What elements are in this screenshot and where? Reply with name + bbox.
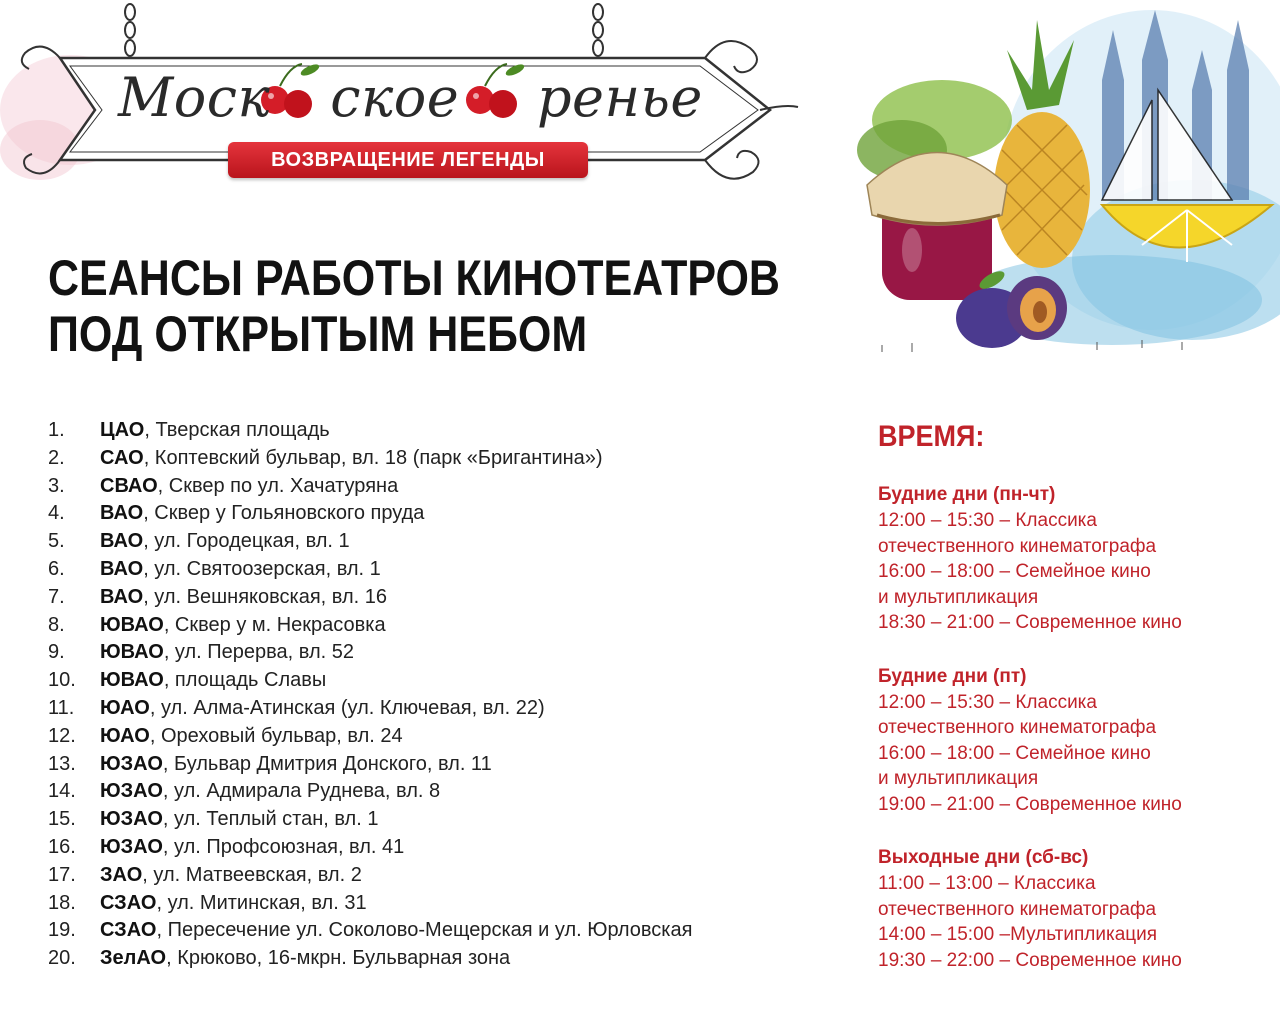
list-item xyxy=(48,416,838,444)
schedule-line: 11:00 – 13:00 – Классика xyxy=(878,873,1096,894)
logo-sign xyxy=(0,0,820,210)
schedule-line: 16:00 – 18:00 – Семейное кино xyxy=(878,742,1151,764)
schedule-line: отечественного кинематографа xyxy=(878,717,1157,738)
list-item-district: ЗАО xyxy=(100,863,143,886)
list-item-address: , ул. Городецкая, вл. 1 xyxy=(143,530,350,553)
list-item-number: 13. xyxy=(48,752,76,775)
schedule-line: отечественного кинематографа xyxy=(878,898,1157,920)
page-title xyxy=(48,250,780,362)
schedule-line: 12:00 – 15:30 – Классика xyxy=(878,510,1097,531)
list-item-address: , Тверская площадь xyxy=(144,419,330,441)
list-item-district: ЮАО xyxy=(100,724,150,747)
schedule-group xyxy=(878,845,1270,973)
list-item-number: 16. xyxy=(48,835,76,858)
list-item-number: 15. xyxy=(48,808,76,831)
schedule-line: 19:00 – 21:00 – Современное кино xyxy=(878,793,1182,815)
watercolor-illustration xyxy=(852,0,1280,370)
page-title-line-2: ПОД ОТКРЫТЫМ НЕБОМ xyxy=(48,306,588,362)
list-item-address: , ул. Митинская, вл. 31 xyxy=(156,891,367,914)
list-item-number: 8. xyxy=(48,613,65,636)
list-item-address: , Коптевский бульвар, вл. 18 (парк «Бригантина») xyxy=(143,446,603,469)
list-item-number: 19. xyxy=(48,919,76,942)
schedule-group-title: Будние дни (пт) xyxy=(878,665,1027,687)
list-item-address: , Бульвар Дмитрия Донского, вл. 11 xyxy=(162,752,492,775)
list-item xyxy=(48,722,838,750)
list-item-district: СЗАО xyxy=(100,919,157,942)
list-item-district: ВАО xyxy=(100,557,144,580)
page-title-line-1: СЕАНСЫ РАБОТЫ КИНОТЕАТРОВ xyxy=(48,250,780,306)
list-item-district: ЮВАО xyxy=(100,669,164,692)
list-item-number: 3. xyxy=(48,474,65,497)
list-item xyxy=(48,555,838,583)
list-item-number: 6. xyxy=(48,557,65,580)
schedule-group xyxy=(878,482,1270,636)
schedule-line: 16:00 – 18:00 – Семейное кино xyxy=(878,561,1151,582)
schedule-line: 18:30 – 21:00 – Современное кино xyxy=(878,612,1182,633)
schedule-group xyxy=(878,664,1270,818)
logo-wordmark xyxy=(118,66,703,129)
list-item-address: , ул. Алма-Атинская (ул. Ключевая, вл. 22) xyxy=(149,696,545,719)
list-item-address: , ул. Перерва, вл. 52 xyxy=(163,641,354,664)
list-item xyxy=(48,833,838,861)
list-item xyxy=(48,889,838,917)
list-item-address: , ул. Профсоюзная, вл. 41 xyxy=(162,835,405,858)
list-item-address: , Крюково, 16-мкрн. Бульварная зона xyxy=(166,947,511,970)
list-item-district: ЦАО xyxy=(100,419,145,441)
list-item-number: 1. xyxy=(48,419,65,441)
list-item-district: ЮАО xyxy=(100,696,150,719)
list-item-number: 2. xyxy=(48,446,65,469)
schedule-line: 12:00 – 15:30 – Классика xyxy=(878,691,1097,713)
list-item-number: 9. xyxy=(48,641,65,664)
list-item-address: , Сквер по ул. Хачатуряна xyxy=(157,474,399,497)
list-item-district: САО xyxy=(100,446,144,469)
logo-ribbon: ВОЗВРАЩЕНИЕ ЛЕГЕНДЫ xyxy=(228,142,588,178)
schedule-groups xyxy=(878,482,1270,973)
list-item xyxy=(48,916,838,944)
schedule-line: 19:30 – 22:00 – Современное кино xyxy=(878,949,1182,971)
list-item xyxy=(48,777,838,805)
list-item-number: 17. xyxy=(48,863,76,886)
logo-part-3: ренье xyxy=(536,66,703,129)
schedule-group-title: Выходные дни (сб-вс) xyxy=(878,847,1089,868)
list-item-address: , Сквер у Гольяновского пруда xyxy=(143,502,425,525)
list-item-district: ВАО xyxy=(100,585,144,608)
list-item-district: ЮЗАО xyxy=(100,752,163,775)
list-item xyxy=(48,944,838,972)
logo-part-2: ское xyxy=(330,66,460,129)
list-item-number: 11. xyxy=(48,696,75,719)
list-item-district: ЮЗАО xyxy=(100,780,163,803)
locations-list xyxy=(48,416,838,972)
list-item-address: , ул. Святоозерская, вл. 1 xyxy=(143,557,381,580)
list-item-district: ВАО xyxy=(100,530,144,553)
list-item-number: 7. xyxy=(48,585,65,608)
list-item-address: , Ореховый бульвар, вл. 24 xyxy=(149,724,403,747)
list-item xyxy=(48,527,838,555)
list-item xyxy=(48,694,838,722)
list-item-district: ВАО xyxy=(100,502,144,525)
list-item-district: ЮЗАО xyxy=(100,808,163,831)
list-item-address: , ул. Теплый стан, вл. 1 xyxy=(162,808,379,831)
list-item-address: , ул. Вешняковская, вл. 16 xyxy=(143,585,387,608)
list-item-number: 20. xyxy=(48,947,76,970)
list-item xyxy=(48,666,838,694)
list-item-number: 4. xyxy=(48,502,65,525)
schedule-heading: ВРЕМЯ: xyxy=(878,420,985,453)
schedule-line: и мультипликация xyxy=(878,586,1039,608)
schedule-line: отечественного кинематографа xyxy=(878,535,1157,557)
list-item xyxy=(48,638,838,666)
logo-part-1: Моск xyxy=(118,66,271,129)
list-item-district: ЮВАО xyxy=(100,641,164,664)
list-item-address: , Сквер у м. Некрасовка xyxy=(163,613,386,636)
list-item xyxy=(48,611,838,639)
list-item-number: 14. xyxy=(48,780,76,803)
list-item-district: СВАО xyxy=(100,474,158,497)
schedule-line: и мультипликация xyxy=(878,768,1039,789)
list-item-district: ЮЗАО xyxy=(100,835,163,858)
list-item xyxy=(48,750,838,778)
list-item-address: , ул. Матвеевская, вл. 2 xyxy=(142,863,362,886)
list-item xyxy=(48,583,838,611)
list-item-address: , ул. Адмирала Руднева, вл. 8 xyxy=(162,780,441,803)
list-item-district: ЗелАО xyxy=(100,947,167,970)
list-item xyxy=(48,472,838,500)
list-item-number: 10. xyxy=(48,669,76,692)
schedule-group-title: Будние дни (пн-чт) xyxy=(878,484,1056,505)
list-item-number: 18. xyxy=(48,891,76,914)
list-item-district: СЗАО xyxy=(100,891,157,914)
list-item xyxy=(48,499,838,527)
list-item xyxy=(48,444,838,472)
schedule-panel xyxy=(878,418,1270,1001)
list-item xyxy=(48,861,838,889)
list-item-number: 5. xyxy=(48,530,65,553)
list-item-number: 12. xyxy=(48,724,76,747)
list-item-address: , площадь Славы xyxy=(163,669,327,692)
list-item xyxy=(48,805,838,833)
list-item-address: , Пересечение ул. Соколово-Мещерская и ул. Юрловская xyxy=(156,919,693,942)
schedule-line: 14:00 – 15:00 –Мультипликация xyxy=(878,924,1158,945)
list-item-district: ЮВАО xyxy=(100,613,164,636)
